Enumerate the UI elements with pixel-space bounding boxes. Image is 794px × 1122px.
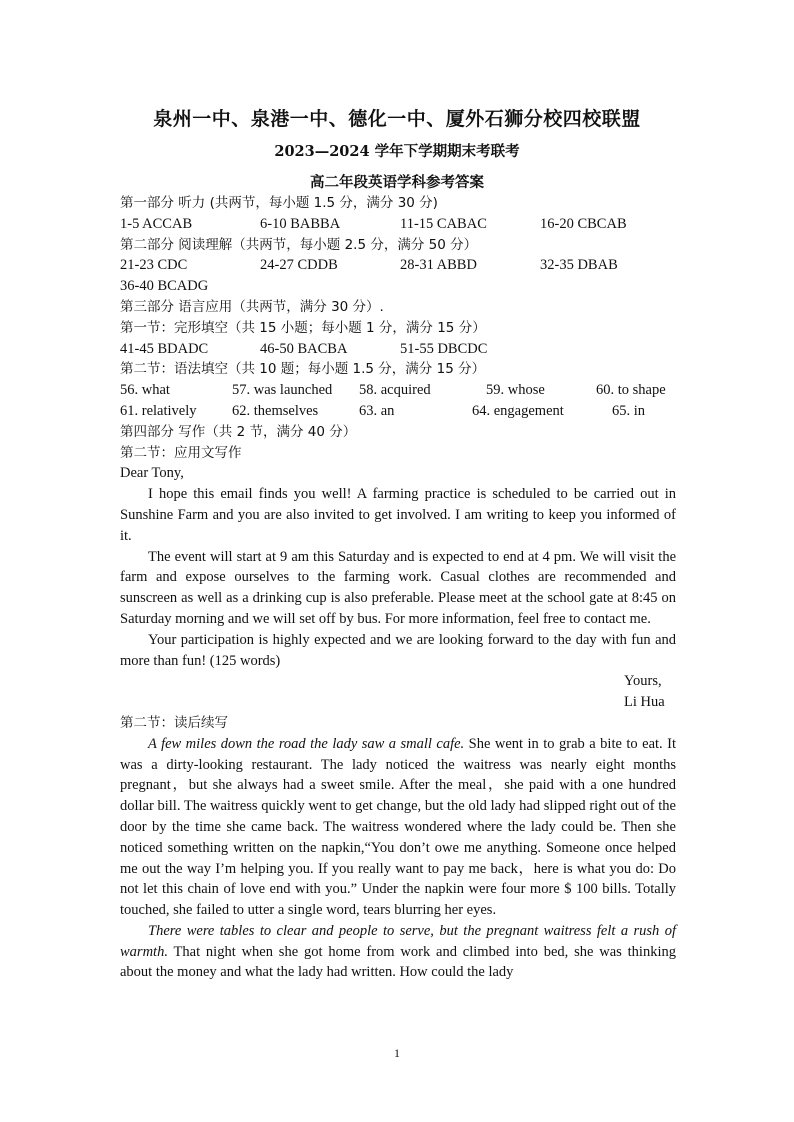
grammar-answer: 60. to shape [596,382,666,399]
letter-greeting: Dear Tony, [120,465,184,482]
cloze-answers-row [120,339,676,360]
grammar-answer: 61. relatively [120,402,197,419]
answer-content [120,193,676,983]
letter-paragraph: Your participation is highly expected and we are looking forward to the day with fun and more than fun! (125 words) [120,631,676,669]
answer-group: 16-20 CBCAB [540,215,627,232]
grammar-answer: 56. what [120,382,170,399]
story-opening-sentence: A few miles down the road the lady saw a small cafe. [148,735,465,752]
school-alliance-title: 泉州一中、泉港一中、德化一中、厦外石狮分校四校联盟 [153,108,641,130]
grammar-answer: 57. was launched [232,382,333,399]
grammar-answer: 63. an [359,402,395,419]
story-text: She went in to grab a bite to eat. It was a dirty-looking restaurant. The lady noticed the waitress was nearly eight months pregnant，but she always had a sweet smile. After the meal，she paid with a one hundred dollar bill. The waitress quickly went to get change, but the old lady had slipped right out of the door by the time she came back. The waitress wondered where the lady could be. Then she noticed something written on the napkin,“You don’t owe me anything. Someone once helped me out the way I’m helping you. If you really want to pay me back，here is what you do: Do not let this chain of love end with you.” Under the napkin were four more $ 100 bills. Totally touched, she failed to utter a single word, tears blurring her eyes. [120,735,676,919]
grammar-fill-heading: 第二节：语法填空（共 10 题；每小题 1.5 分，满分 15 分） [120,361,486,378]
part1-heading: 第一部分 听力 (共两节，每小题 1.5 分，满分 30 分) [120,195,438,211]
answer-group: 21-23 CDC [120,257,188,274]
answer-group: 41-45 BDADC [120,340,209,357]
answer-group: 51-55 DBCDC [400,340,488,357]
part2-answers-extra: 36-40 BCADG [120,278,209,295]
grammar-answer: 62. themselves [232,402,319,419]
answer-group: 32-35 DBAB [540,257,618,274]
story-paragraph [120,734,676,921]
grammar-answers-row-2 [120,401,676,422]
story-text: That night when she got home from work and climbed into bed, she was thinking about the money and what the lady had written. How could the lady [120,943,676,981]
story-opening-sentence: There were tables to clear and people to serve, but the pregnant waitress felt a rush of warmth. [120,922,676,960]
answer-group: 46-50 BACBA [260,340,348,357]
answer-group: 6-10 BABBA [260,215,341,232]
part2-heading: 第二部分 阅读理解（共两节，每小题 2.5 分，满分 50 分） [120,236,478,253]
exam-term-title: 2023—2024 学年下学期期末考联考 [274,143,520,160]
continuation-writing-heading: 第二节：读后续写 [120,714,228,731]
page-number: 1 [394,1046,400,1060]
grammar-answer: 59. whose [486,382,545,399]
letter-closing: Yours, [624,673,662,690]
letter-paragraph: The event will start at 9 am this Saturday and is expected to end at 4 pm. We will visit the farm and expose ourselves to the farming work. Casual clothes are recommended and sunscreen as well as a drinking cup is also preferable. Please meet at the school gate at 8:45 on Saturday morning and we will set off by bus. For more information, feel free to contact me. [120,548,676,627]
story-paragraph [120,921,676,983]
part1-answers-row [120,214,676,235]
letter-signature: Li Hua [624,694,665,711]
grammar-answer: 58. acquired [359,382,431,399]
cloze-heading: 第一节：完形填空（共 15 小题；每小题 1 分，满分 15 分） [120,319,486,336]
answer-group: 1-5 ACCAB [120,215,193,232]
answer-group: 11-15 CABAC [400,215,487,232]
practical-writing-heading: 第二节：应用文写作 [120,444,242,461]
grammar-answers-row-1 [120,380,676,401]
answer-group: 28-31 ABBD [400,257,477,274]
part4-heading: 第四部分 写作（共 2 节，满分 40 分） [120,423,357,440]
part2-answers-row [120,255,676,276]
answer-group: 24-27 CDDB [260,257,338,274]
part3-heading: 第三部分 语言应用（共两节，满分 30 分）. [120,298,384,315]
grammar-answer: 64. engagement [472,402,564,419]
answer-key-title: 高二年段英语学科参考答案 [310,174,484,191]
letter-paragraph: I hope this email finds you well! A farming practice is scheduled to be carried out in Sunshine Farm and you are also invited to get involved. I am writing to keep you informed of it. [120,486,676,544]
grammar-answer: 65. in [612,402,646,419]
